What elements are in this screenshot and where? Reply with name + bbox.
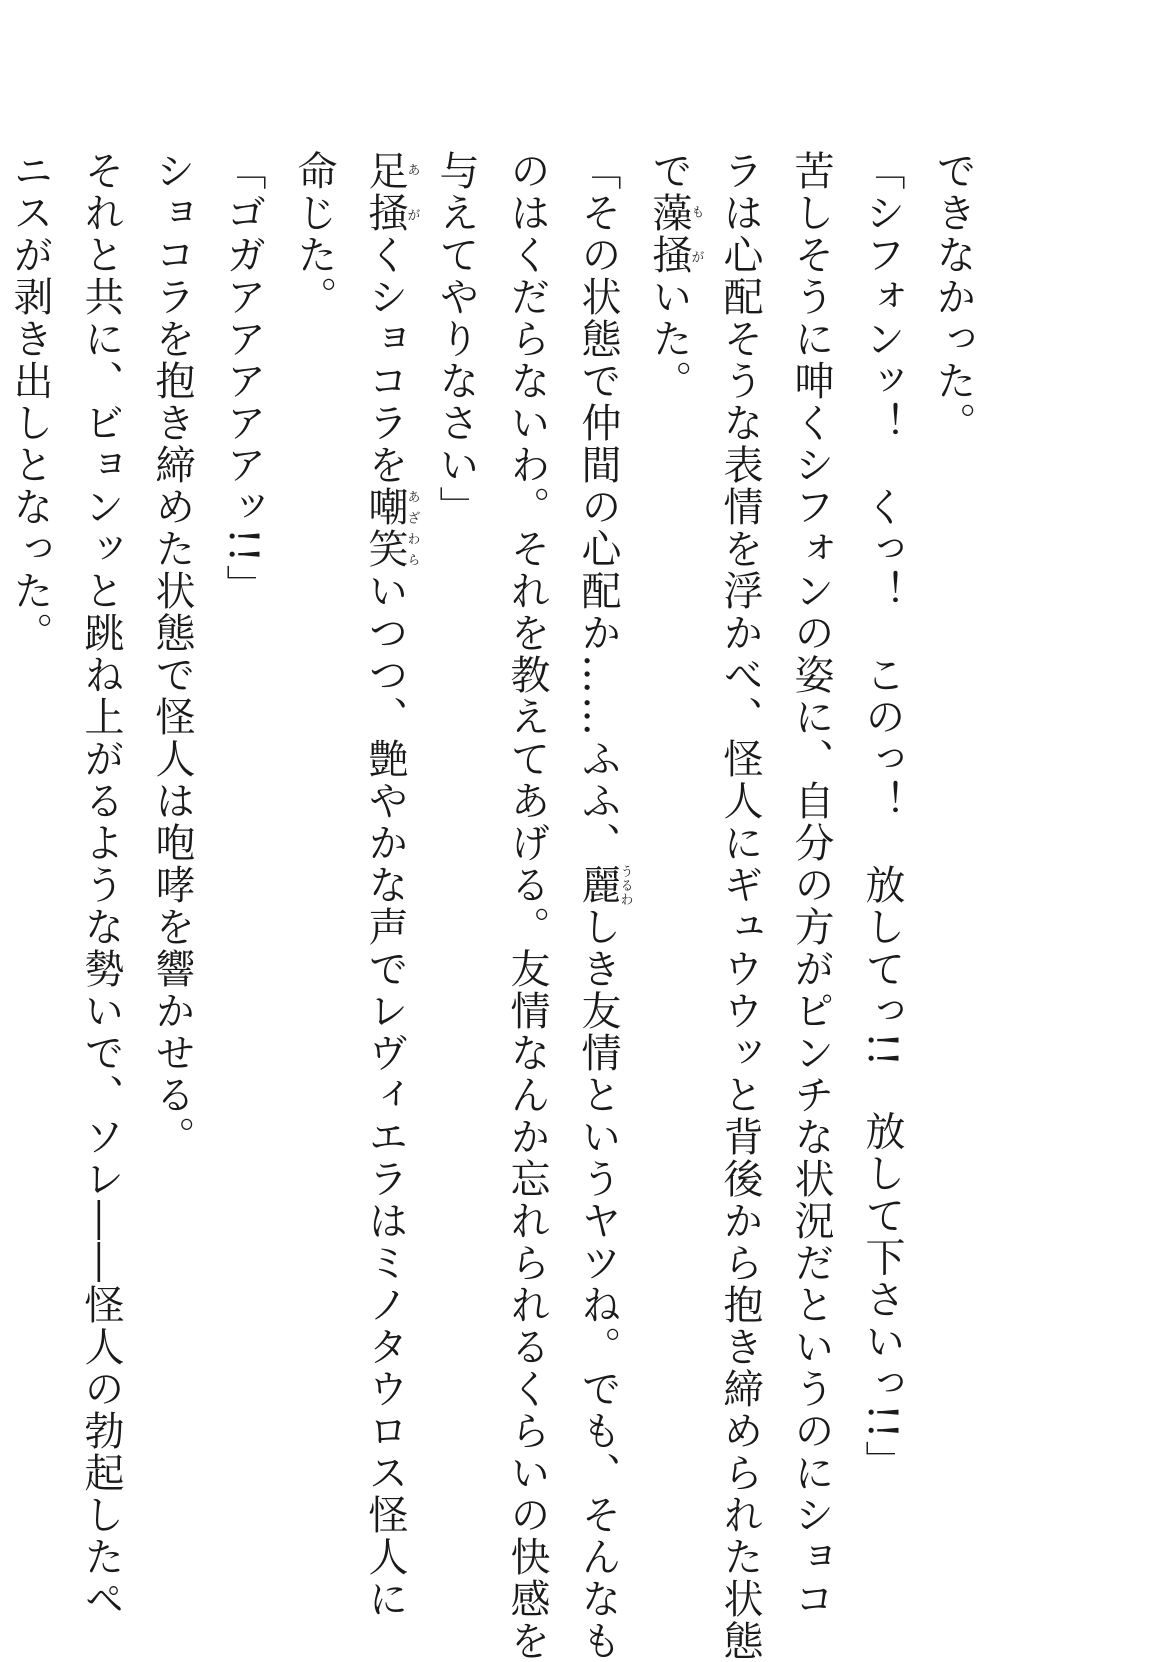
ruby-reading: うるわ (617, 864, 633, 906)
ruby-azawarai (362, 486, 420, 570)
text-line-1: できなかった。 (930, 150, 976, 444)
text-line-4: ラは心配そうな表情を浮かべ、怪人にギュウウッと背後から抱き締められた状態 (717, 150, 763, 1662)
text-segment: いつつ、艶やかな声でレヴィエラはミノタウロス怪人に (362, 570, 408, 1620)
ruby-base: 足掻 (362, 150, 408, 234)
text-segment: いた。 (646, 276, 692, 402)
ruby-uruwashiki (575, 864, 633, 906)
ruby-reading: あが (404, 150, 420, 234)
text-line-7: のはくだらないわ。それを教えてあげる。友情なんか忘れられるくらいの快感を (504, 150, 550, 1662)
text-line-2: 「シフォンッ！ くっ！ このっ！ 放してっ!! 放して下さいっ!!」 (859, 150, 905, 1483)
vertical-text-body (0, 150, 988, 1662)
text-line-10: 命じた。 (291, 150, 337, 318)
ruby-agaku (362, 150, 420, 234)
ruby-reading: あざわら (404, 486, 420, 570)
text-line-9 (349, 150, 420, 1620)
ruby-base: 麗 (575, 864, 621, 906)
text-line-5 (633, 150, 704, 1510)
text-segment: で (646, 150, 692, 192)
ruby-reading: もが (688, 192, 704, 276)
text-segment: しき友情というヤツね。でも、そんなも (575, 906, 621, 1662)
text-line-12: ショコラを抱き締めた状態で怪人は咆哮を響かせる。 (149, 150, 195, 1158)
text-segment: くショコラを (362, 234, 408, 486)
text-line-3: 苦しそうに呻くシフォンの姿に、自分の方がピンチな状況だというのにショコ (788, 150, 834, 1620)
text-segment: 「その状態で仲間の心配か……ふふ、 (575, 150, 621, 864)
text-line-13: それと共に、ビョンッと跳ね上がるような勢いで、ソレ――怪人の勃起したペ (78, 150, 124, 1620)
text-line-14: ニスが剥き出しとなった。 (7, 150, 53, 654)
ruby-base: 藻掻 (646, 192, 692, 276)
text-line-8: 与えてやりなさい」 (433, 150, 479, 528)
ruby-base: 嘲笑 (362, 486, 408, 570)
text-line-6 (562, 150, 633, 1662)
ruby-mogaku (646, 192, 704, 276)
text-line-11: 「ゴガアアアアアッ!!」 (220, 150, 266, 607)
